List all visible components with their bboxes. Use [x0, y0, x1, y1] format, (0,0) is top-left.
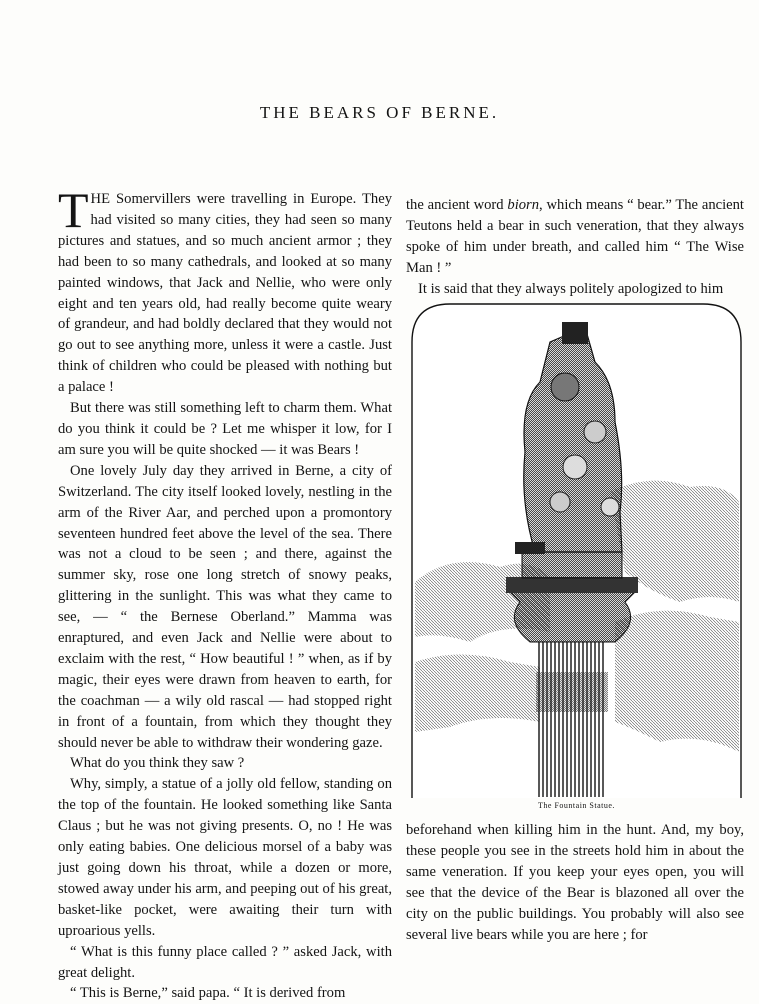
right-paragraph-3: beforehand when killing him in the hunt. And, my boy, these people you see in the streets hold him in about the same veneration. If you keep your eyes open, you will see that the device of the Bear is blazoned all over the city on the public buildings. You probably will also see several live bears while you are here ; for — [406, 822, 744, 943]
right-column-bottom — [406, 820, 744, 945]
paragraph-3: One lovely July day they arrived in Berne, a city of Switzerland. The city itself looked lovely, nestling in the arm of the River Aar, and perched upon a promontory seventeen hundred feet above the level of the sea. There was not a cloud to be seen ; and there, against the summer sky, rose one long stretch of snowy peaks, glittering in the sunlight. This was what they came to see, — “ the Bernese Oberland.” Mamma was enraptured, and even Jack and Nellie were about to exclaim with the rest, “ How beautiful ! ” when, as if by magic, their eyes were drawn from heaven to earth, for the coachman — a wily old rascal — had stopped right in front of a fountain, from which they thought they should never be able to withdraw their wondering gaze. — [58, 462, 392, 751]
paragraph-2: But there was still something left to charm them. What do you think it could be ? Let me whisper it low, for I am sure you will be quite shocked — it was Bears ! — [58, 400, 392, 458]
page-title: THE BEARS OF BERNE. — [259, 103, 500, 122]
paragraph-5: Why, simply, a statue of a jolly old fellow, standing on the top of the fountain. He looked something like Santa Claus ; but he was not giving presents. O, no ! He was only eating babies. One delicious morsel of a baby was just going down his throat, while a dozen or more, stowed away under his arm, and peeping out of his great, basket-like pocket, were awaiting their turn with uproarious yells. — [58, 776, 392, 939]
figure-caption: The Fountain Statue. — [538, 801, 615, 810]
paragraph-1 — [58, 182, 392, 398]
right-column-top — [406, 195, 744, 300]
italic-word: biorn — [507, 197, 540, 213]
paragraph-4: What do you think they saw ? — [70, 755, 245, 772]
paragraph-6: “ What is this funny place called ? ” asked Jack, with great delight. — [58, 943, 392, 981]
fountain-statue-engraving — [410, 302, 743, 800]
paragraph-7: “ This is Berne,” said papa. “ It is derived from — [70, 985, 346, 1002]
left-column — [58, 182, 392, 1004]
paragraph-1-text: HE Somervillers were travelling in Europe. They had visited so many cities, they had seen so many pictures and statues, and so much ancient armor ; they had been to so many cathedrals, and looked at so many painted windows, that Jack and Nellie, who were only eight and ten years old, had really become quite weary of grandeur, and had boldly declared that they would not go out to see anything more, unless it were a castle. Just think of children who could be pleased with nothing but a palace ! — [58, 191, 392, 396]
text-run: , which means “ bear.” The ancient Teutons held a bear in such veneration, that they always spoke of him under breath, and called him “ The Wise Man ! ” — [406, 197, 744, 276]
text-run: the ancient word — [406, 197, 508, 213]
right-paragraph-2: It is said that they always politely apologized to him — [418, 280, 724, 297]
drop-cap: T — [58, 182, 89, 238]
right-paragraph-1 — [406, 195, 744, 279]
